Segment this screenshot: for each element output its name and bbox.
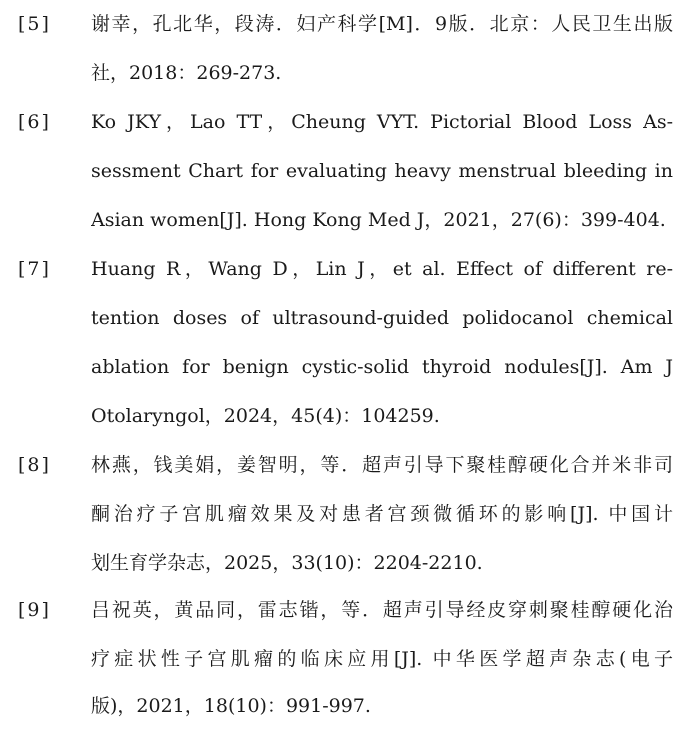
reference-number: [5]	[18, 13, 51, 35]
reference-line: 版)，2021，18(10)：991-997.	[91, 695, 371, 717]
reference-line: ablation for benign cystic-solid thyroid nodules[J]. Am J	[91, 356, 673, 378]
reference-line: Otolaryngol，2024，45(4)：104259.	[91, 405, 440, 427]
reference-line: 林燕，钱美娟，姜智明，等．超声引导下聚桂醇硬化合并米非司	[91, 454, 673, 476]
reference-line: sessment Chart for evaluating heavy menstrual bleeding in	[91, 160, 673, 182]
reference-number: [6]	[18, 111, 51, 133]
reference-line: 划生育学杂志，2025，33(10)：2204-2210.	[91, 552, 483, 574]
reference-line: Asian women[J]. Hong Kong Med J，2021，27(6)：399-404.	[91, 209, 666, 231]
reference-line: 吕祝英，黄品同，雷志锴，等．超声引导经皮穿刺聚桂醇硬化治	[91, 599, 673, 621]
reference-line: tention doses of ultrasound-guided polidocanol chemical	[91, 307, 673, 329]
reference-line: 社，2018：269-273.	[91, 62, 282, 84]
reference-number: [7]	[18, 258, 51, 280]
reference-line: Ko JKY，Lao TT，Cheung VYT. Pictorial Blood Loss As-	[91, 111, 673, 133]
reference-line: 疗症状性子宫肌瘤的临床应用[J]. 中华医学超声杂志(电子	[91, 648, 673, 670]
reference-number: [9]	[18, 599, 51, 621]
reference-line: 酮治疗子宫肌瘤效果及对患者宫颈微循环的影响[J]. 中国计	[91, 503, 673, 525]
reference-line: Huang R，Wang D，Lin J，et al. Effect of different re-	[91, 258, 673, 280]
reference-line: 谢幸，孔北华，段涛．妇产科学[M]．9版．北京：人民卫生出版	[91, 13, 673, 35]
reference-number: [8]	[18, 454, 51, 476]
